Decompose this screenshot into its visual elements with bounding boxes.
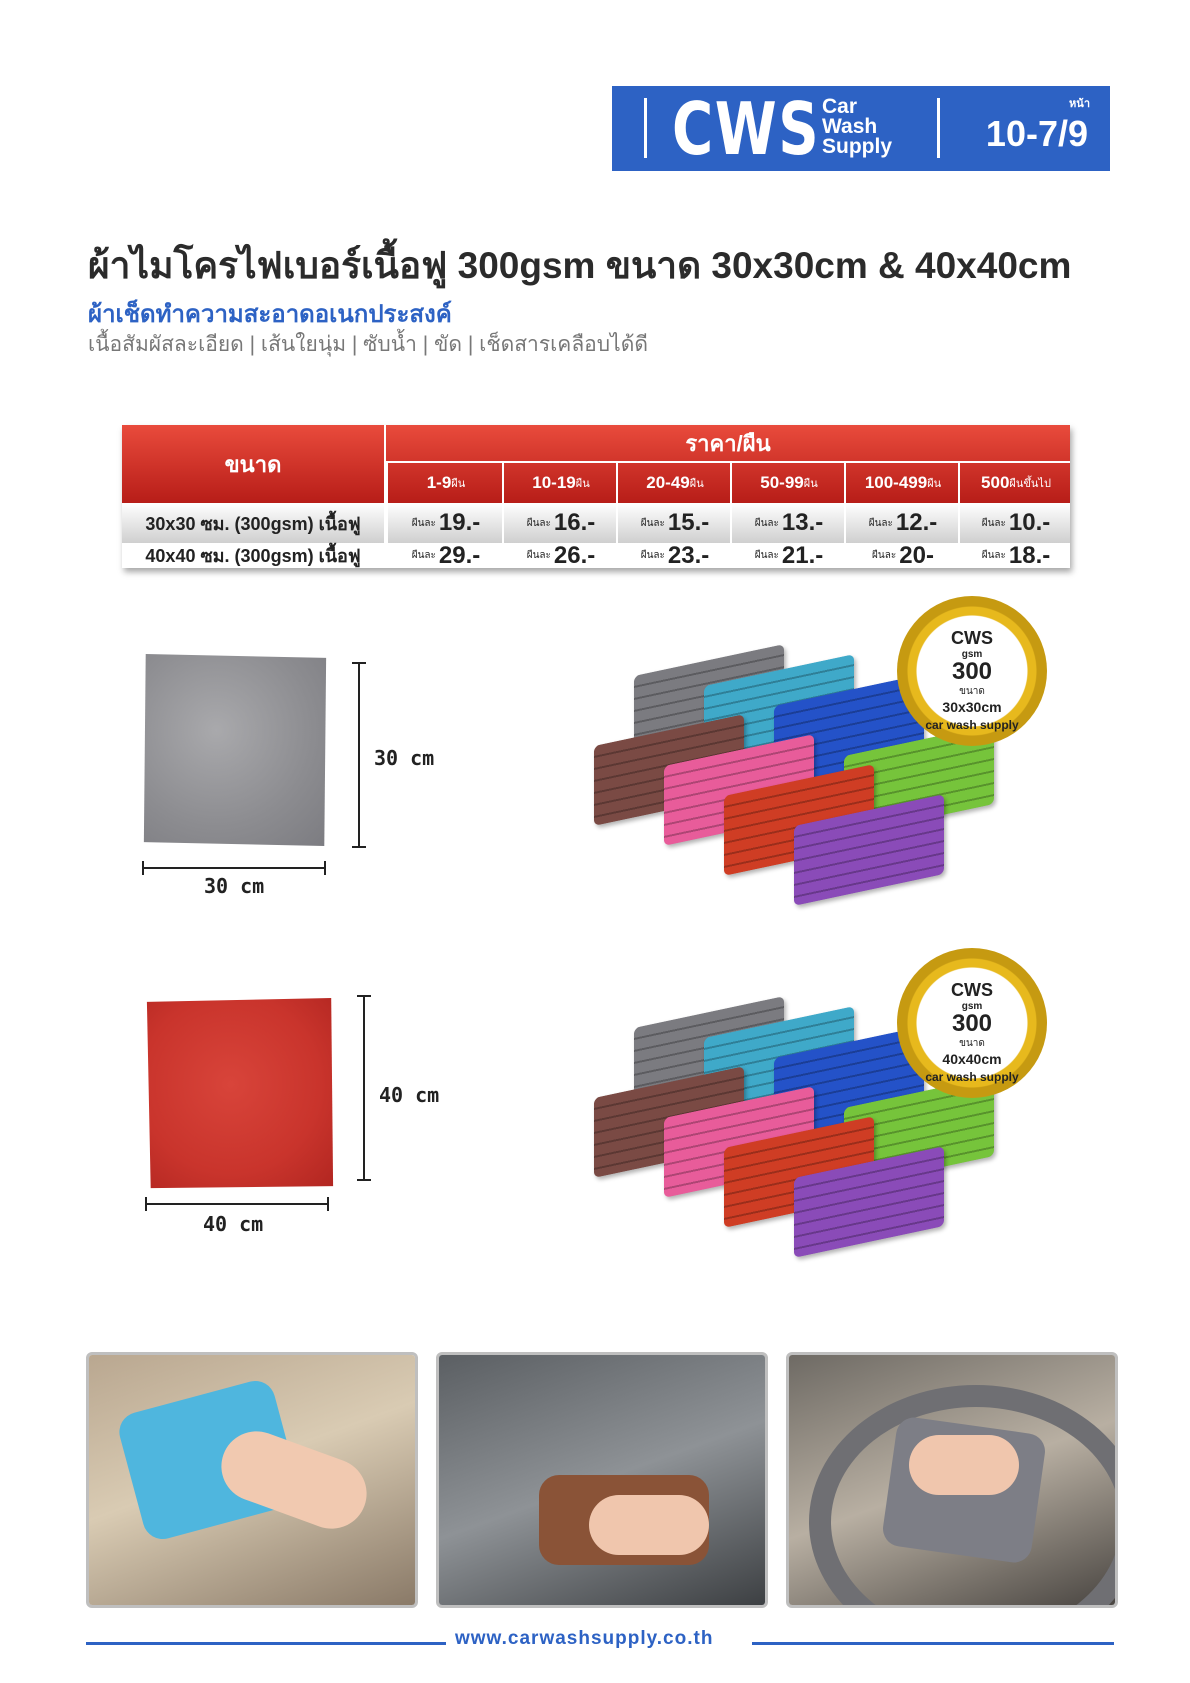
- badge-gsm: 300: [951, 1009, 993, 1037]
- price-cell: [958, 503, 1072, 543]
- price-cell: [844, 503, 960, 543]
- height-label: 40 cm: [379, 1083, 440, 1107]
- price-cell: [616, 543, 732, 568]
- tier-qty: 500: [981, 473, 1010, 492]
- badge-size-label: ขนาด: [959, 685, 985, 697]
- badge-ring-text: car wash supply: [925, 1070, 1019, 1084]
- tier-unit: ผืน: [575, 478, 590, 490]
- brand-logo: [612, 86, 1110, 171]
- per-unit-label: ผืนละ: [411, 517, 436, 529]
- price-table: [122, 425, 1070, 568]
- footer-url[interactable]: www.carwashsupply.co.th: [455, 1628, 714, 1649]
- quality-badge: [897, 596, 1047, 746]
- per-unit-label: ผืนละ: [640, 550, 665, 561]
- feature-list: เนื้อสัมผัสละเอียด | เส้นใยนุ่ม | ซับน้ำ | ขัด | เช็ดสารเคลือบได้ดี: [88, 333, 648, 356]
- price-cell: [616, 503, 732, 543]
- per-unit-label: ผืนละ: [754, 550, 779, 561]
- price-value: 19.-: [438, 509, 481, 536]
- badge-size: 30x30cm: [942, 698, 1002, 715]
- badge-size-label: ขนาด: [959, 1037, 985, 1049]
- badge-brand: CWS: [951, 979, 993, 1000]
- price-cell: [386, 503, 504, 543]
- hand: [909, 1435, 1019, 1495]
- page-number: 10-7/9: [985, 113, 1088, 154]
- per-unit-label: ผืนละ: [754, 517, 779, 529]
- page-subtitle: ผ้าเช็ดทำความสะอาดอเนกประสงค์: [88, 301, 452, 328]
- per-unit-label: ผืนละ: [640, 517, 665, 529]
- price-value: 20-: [899, 541, 934, 569]
- height-label: 30 cm: [374, 746, 435, 770]
- tier-header: [844, 463, 960, 503]
- badge-brand: CWS: [951, 627, 993, 648]
- logo-subtitle: [822, 97, 892, 157]
- page-label: หน้า: [1069, 97, 1090, 110]
- usage-photo-mirror: [436, 1352, 768, 1608]
- width-label: 30 cm: [204, 874, 265, 898]
- tier-unit: ผืน: [803, 478, 818, 490]
- price-value: 26.-: [553, 541, 596, 569]
- row-size: 30x30 ซม. (300gsm) เนื้อฟู: [122, 503, 386, 543]
- badge-gsm-label: gsm: [961, 648, 983, 660]
- price-value: 10.-: [1008, 509, 1051, 536]
- tier-unit: ผืน: [451, 478, 466, 490]
- badge-gsm: 300: [951, 657, 993, 685]
- price-value: 21.-: [781, 541, 824, 569]
- tier-qty: 100-499: [864, 473, 928, 492]
- tier-header: [502, 463, 618, 503]
- tier-header: [386, 463, 504, 503]
- price-cell: [386, 543, 504, 568]
- hand: [589, 1495, 709, 1555]
- width-dimension-line: [145, 1203, 329, 1205]
- per-unit-label: ผืนละ: [981, 517, 1006, 529]
- logo-sub-line: Wash: [822, 115, 878, 138]
- row-size: 40x40 ซม. (300gsm) เนื้อฟู: [122, 543, 386, 568]
- price-row: [122, 503, 1070, 543]
- price-value: 29.-: [438, 541, 481, 569]
- price-value: 18.-: [1008, 541, 1051, 569]
- height-dimension-line: [363, 995, 365, 1181]
- per-unit-label: ผืนละ: [981, 550, 1006, 561]
- logo-divider: [937, 98, 940, 158]
- logo-divider: [644, 98, 647, 158]
- height-dimension-line: [358, 662, 360, 848]
- size-header: ขนาด: [122, 425, 386, 503]
- tier-unit: ผืนขึ้นไป: [1009, 478, 1051, 490]
- logo-sub-line: Supply: [822, 135, 893, 158]
- logo-sub-line: Car: [822, 95, 858, 118]
- badge-ring-text: car wash supply: [925, 718, 1019, 732]
- price-cell: [502, 543, 618, 568]
- towel-sample-red: [145, 998, 335, 1190]
- page-title: ผ้าไมโครไฟเบอร์เนื้อฟู 300gsm ขนาด 30x30cm & 40x40cm: [88, 245, 1072, 286]
- logo-cws: CWS: [672, 87, 821, 171]
- price-value: 23.-: [667, 541, 710, 569]
- price-cell: [502, 503, 618, 543]
- width-dimension-line: [142, 867, 326, 869]
- badge-gsm-label: gsm: [961, 1000, 983, 1012]
- tier-qty: 20-49: [646, 473, 690, 492]
- price-cell: [730, 503, 846, 543]
- width-label: 40 cm: [203, 1212, 264, 1236]
- price-cell: [958, 543, 1072, 568]
- tier-unit: ผืน: [927, 478, 942, 490]
- per-unit-label: ผืนละ: [872, 550, 897, 561]
- price-cell: [844, 543, 960, 568]
- badge-size: 40x40cm: [942, 1050, 1002, 1067]
- tier-header: [958, 463, 1072, 503]
- quality-badge: [897, 948, 1047, 1098]
- price-row: [122, 543, 1070, 568]
- price-value: 16.-: [553, 509, 596, 536]
- footer-rule: [752, 1642, 1114, 1645]
- tier-qty: 50-99: [760, 473, 804, 492]
- price-header: ราคา/ผืน: [386, 425, 1070, 463]
- price-value: 12.-: [895, 509, 938, 536]
- tier-qty: 1-9: [426, 473, 452, 492]
- tier-header: [616, 463, 732, 503]
- per-unit-label: ผืนละ: [526, 517, 551, 529]
- usage-photo-steering: [786, 1352, 1118, 1608]
- price-cell: [730, 543, 846, 568]
- per-unit-label: ผืนละ: [411, 550, 436, 561]
- tier-unit: ผืน: [689, 478, 704, 490]
- usage-photo-dashboard: [86, 1352, 418, 1608]
- tier-qty: 10-19: [532, 473, 576, 492]
- tier-header: [730, 463, 846, 503]
- towel-sample-grey: [142, 652, 328, 848]
- price-value: 13.-: [781, 509, 824, 536]
- price-value: 15.-: [667, 509, 710, 536]
- per-unit-label: ผืนละ: [526, 550, 551, 561]
- footer-rule: [86, 1642, 446, 1645]
- per-unit-label: ผืนละ: [868, 517, 893, 529]
